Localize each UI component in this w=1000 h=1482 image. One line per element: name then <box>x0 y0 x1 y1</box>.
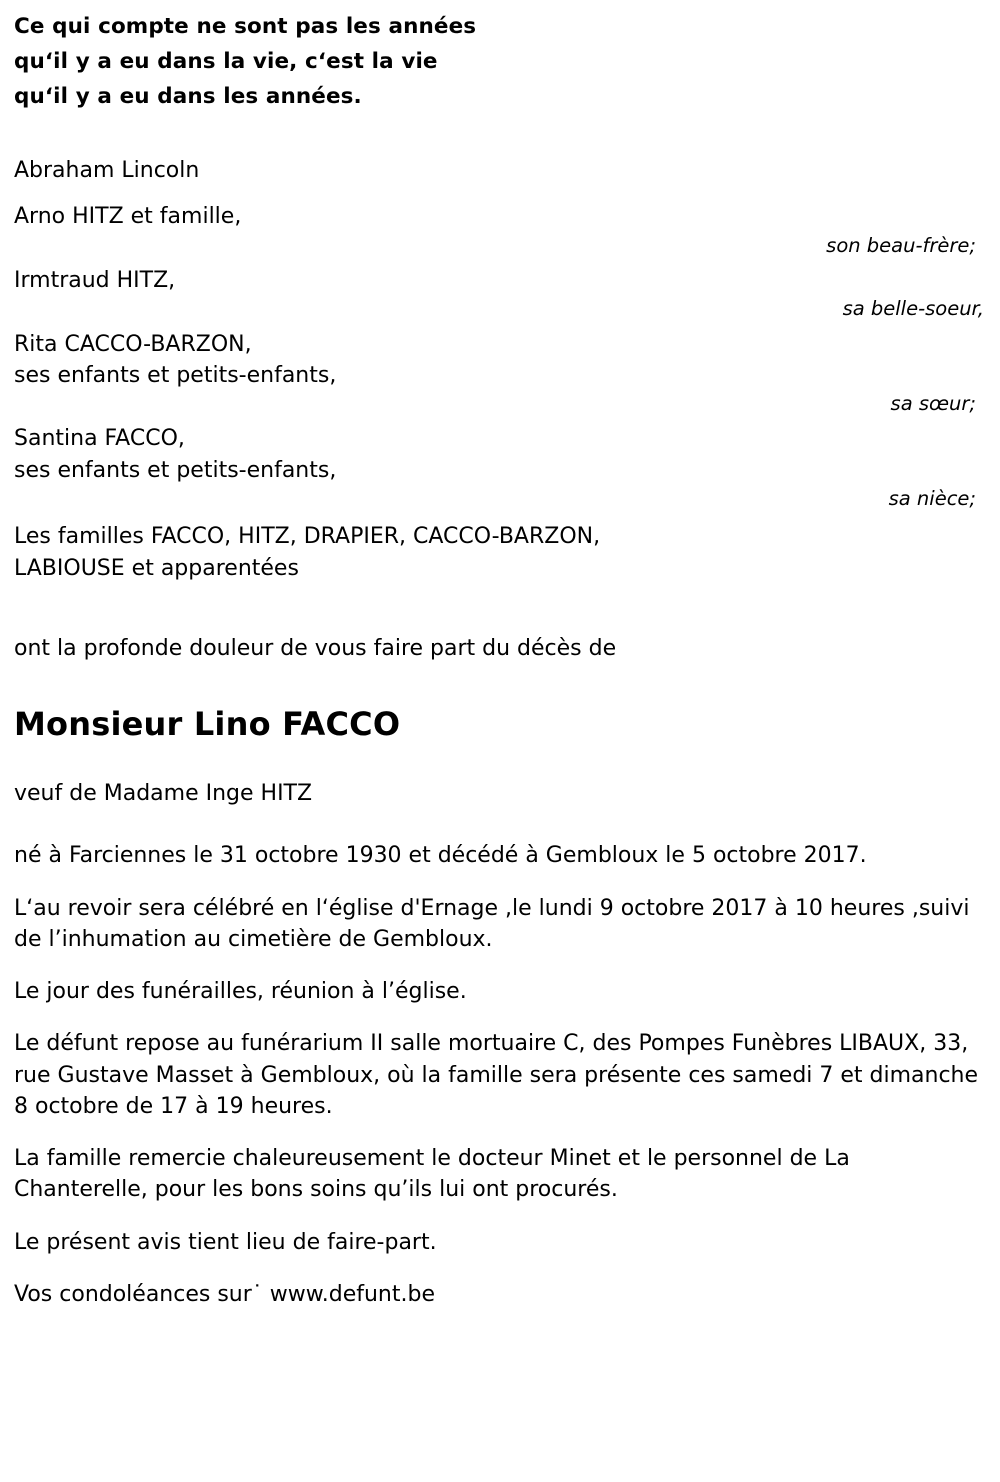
relation-name-line: Irmtraud HITZ, <box>14 268 176 294</box>
paragraph-gathering: Le jour des funérailles, réunion à l’église. <box>14 979 467 1005</box>
paragraph-birth-death: né à Farciennes le 31 octobre 1930 et décédé à Gembloux le 5 octobre 2017. <box>14 842 867 868</box>
relation-entry <box>14 265 986 322</box>
relation-names <box>14 265 986 296</box>
relation-role: sa nièce; <box>888 486 976 510</box>
relation-name-line: Arno HITZ et famille, <box>14 204 242 230</box>
relation-name-line: Santina FACCO, <box>14 426 185 452</box>
families-line: LABIOUSE et apparentées <box>14 555 299 581</box>
relation-role: son beau-frère; <box>826 233 976 257</box>
relation-entry <box>14 329 986 417</box>
relation-role: sa sœur; <box>890 392 976 416</box>
relation-name-line: Rita CACCO-BARZON, <box>14 331 252 357</box>
paragraph-notice: Le présent avis tient lieu de faire-part. <box>14 1229 437 1255</box>
paragraph-ceremony: L‘au revoir sera célébré en l‘église d'Ernage ,le lundi 9 octobre 2017 à 10 heures ,suivi de l’inhumation au cimetière de Gembloux. <box>14 895 970 952</box>
quote-line-3: qu‘il y a eu dans les années. <box>14 83 362 109</box>
relation-names <box>14 329 986 391</box>
relation-name-line: ses enfants et petits-enfants, <box>14 457 337 483</box>
relations-list <box>14 201 986 511</box>
families-block <box>14 521 986 583</box>
relation-entry <box>14 201 986 258</box>
relation-name-line: ses enfants et petits-enfants, <box>14 362 337 388</box>
paragraph-funeral-home: Le défunt repose au funérarium II salle mortuaire C, des Pompes Funèbres LIBAUX, 33, rue Gustave Masset à Gembloux, où la famille sera présente ces samedi 7 et dimanche 8 octobre de 17 à 19 heures. <box>14 1031 979 1119</box>
families-line: Les familles FACCO, HITZ, DRAPIER, CACCO-BARZON, <box>14 524 601 550</box>
paragraph-thanks: La famille remercie chaleureusement le docteur Minet et le personnel de La Chanterelle, pour les bons soins qu’ils lui ont procurés. <box>14 1146 850 1203</box>
relation-role: sa belle-soeur, <box>842 297 984 321</box>
quote-line-2: qu‘il y a eu dans la vie, c‘est la vie <box>14 48 438 74</box>
spouse-info: veuf de Madame Inge HITZ <box>14 780 313 806</box>
relation-names <box>14 201 986 232</box>
quote-block <box>14 10 986 114</box>
details-paragraphs <box>14 840 986 1311</box>
deceased-name: Monsieur Lino FACCO <box>14 704 401 743</box>
relation-names <box>14 423 986 485</box>
quote-author: Abraham Lincoln <box>14 158 200 184</box>
relation-entry <box>14 423 986 511</box>
announcement-text: ont la profonde douleur de vous faire part du décès de <box>14 635 617 661</box>
paragraph-condolences: Vos condoléances sur˙ www.defunt.be <box>14 1281 435 1307</box>
quote-line-1: Ce qui compte ne sont pas les années <box>14 14 477 39</box>
